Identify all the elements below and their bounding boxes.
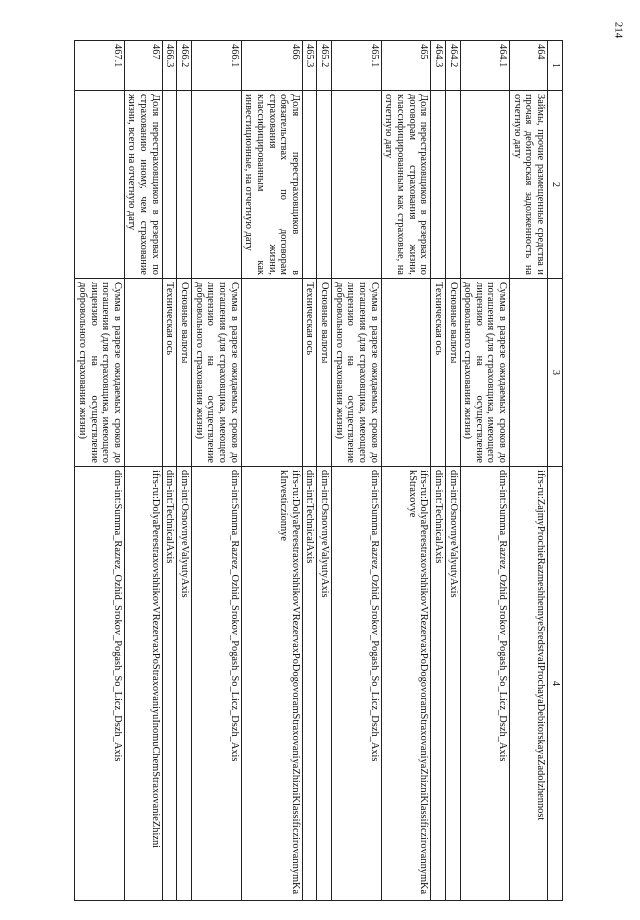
row-number-cell: 466.3 xyxy=(162,41,177,91)
taxonomy-code-cell: dim-int:OsnovnyeValyutyAxis xyxy=(445,467,460,901)
row-number-cell: 466.2 xyxy=(177,41,192,91)
indicator-name-cell xyxy=(75,91,125,279)
row-number-cell: 466.1 xyxy=(192,41,242,91)
header-col-4: 4 xyxy=(548,467,563,901)
axis-name-cell: Основные валюты xyxy=(445,279,460,467)
row-number-cell: 464 xyxy=(510,41,548,91)
table-row xyxy=(317,41,332,901)
axis-name-cell: Основные валюты xyxy=(177,279,192,467)
header-row xyxy=(548,41,563,901)
indicator-name-cell: Доля перестраховщиков в обязательствах по договорам страхования жизни, классифицированным как инвестиционные, на отчетную дату xyxy=(241,91,302,279)
table-row xyxy=(445,41,460,901)
taxonomy-code-cell: dim-int:OsnovnyeValyutyAxis xyxy=(317,467,332,901)
axis-name-cell: Основные валюты xyxy=(317,279,332,467)
table-row xyxy=(192,41,242,901)
row-number-cell: 466 xyxy=(241,41,302,91)
taxonomy-code-cell: ifrs-ru:DolyaPerestraxovshhikovVRezervaxPoDogovoramStraxovaniyaZhizniKlassificzirovannymKakInvesticzionnye xyxy=(241,467,302,901)
axis-name-cell xyxy=(124,279,162,467)
taxonomy-code-cell: dim-int:OsnovnyeValyutyAxis xyxy=(177,467,192,901)
taxonomy-code-cell: ifrs-ru:ZajmyProchieRazmeshhennyeSredstvaIProchayaDebitorskayaZadolzhennost xyxy=(510,467,548,901)
table-row xyxy=(162,41,177,901)
table-row xyxy=(124,41,162,901)
axis-name-cell xyxy=(510,279,548,467)
indicator-name-cell xyxy=(192,91,242,279)
row-number-cell: 464.2 xyxy=(445,41,460,91)
rotated-page xyxy=(0,20,575,920)
indicator-name-cell: Займы, прочие размещенные средства и прочая дебиторская задолженность на отчетную дату xyxy=(510,91,548,279)
indicator-name-cell xyxy=(317,91,332,279)
taxonomy-code-cell: ifrs-ru:DolyaPerestraxovshhikovVRezervaxPoDogovoramStraxovaniyaZhizniKlassificzirovannymKakStraxovye xyxy=(381,467,431,901)
axis-name-cell: Техническая ось xyxy=(162,279,177,467)
row-number-cell: 467.1 xyxy=(75,41,125,91)
taxonomy-table xyxy=(74,40,563,901)
axis-name-cell: Сумма в разрезе ожидаемых сроков до погашения (для страховщика, имеющего лицензию на осуществление добровольного страхования жизни) xyxy=(192,279,242,467)
indicator-name-cell xyxy=(162,91,177,279)
taxonomy-code-cell: dim-int:Summa_Razrez_Ozhid_Srokov_Pogash_So_Licz_Dszh_Axis xyxy=(332,467,382,901)
indicator-name-cell xyxy=(302,91,317,279)
row-number-cell: 464.1 xyxy=(460,41,510,91)
table-row xyxy=(75,41,125,901)
header-col-3: 3 xyxy=(548,279,563,467)
row-number-cell: 465.1 xyxy=(332,41,382,91)
taxonomy-code-cell: dim-int:TechnicalAxis xyxy=(162,467,177,901)
indicator-name-cell xyxy=(445,91,460,279)
table-body xyxy=(75,41,548,901)
page-number: 214 xyxy=(611,21,624,39)
row-number-cell: 465 xyxy=(381,41,431,91)
table-row xyxy=(177,41,192,901)
taxonomy-code-cell: dim-int:Summa_Razrez_Ozhid_Srokov_Pogash_So_Licz_Dszh_Axis xyxy=(192,467,242,901)
table-row xyxy=(381,41,431,901)
row-number-cell: 465.2 xyxy=(317,41,332,91)
row-number-cell: 467 xyxy=(124,41,162,91)
indicator-name-cell xyxy=(460,91,510,279)
table-row xyxy=(431,41,446,901)
table-row xyxy=(241,41,302,901)
row-number-cell: 465.3 xyxy=(302,41,317,91)
axis-name-cell: Сумма в разрезе ожидаемых сроков до погашения (для страховщика, имеющего лицензию на осуществление добровольного страхования жизни) xyxy=(460,279,510,467)
axis-name-cell: Сумма в разрезе ожидаемых сроков до погашения (для страховщика, имеющего лицензию на осуществление добровольного страхования жизни) xyxy=(332,279,382,467)
indicator-name-cell xyxy=(431,91,446,279)
table-row xyxy=(460,41,510,901)
table-row xyxy=(332,41,382,901)
taxonomy-code-cell: dim-int:TechnicalAxis xyxy=(431,467,446,901)
taxonomy-code-cell: dim-int:Summa_Razrez_Ozhid_Srokov_Pogash_So_Licz_Dszh_Axis xyxy=(75,467,125,901)
table-row xyxy=(302,41,317,901)
indicator-name-cell xyxy=(177,91,192,279)
axis-name-cell: Техническая ось xyxy=(431,279,446,467)
taxonomy-code-cell: dim-int:TechnicalAxis xyxy=(302,467,317,901)
taxonomy-code-cell: dim-int:Summa_Razrez_Ozhid_Srokov_Pogash_So_Licz_Dszh_Axis xyxy=(460,467,510,901)
header-col-1: 1 xyxy=(548,41,563,91)
axis-name-cell: Сумма в разрезе ожидаемых сроков до погашения (для страховщика, имеющего лицензию на осуществление добровольного страхования жизни) xyxy=(75,279,125,467)
indicator-name-cell xyxy=(332,91,382,279)
indicator-name-cell: Доля перестраховщиков в резервах по страхованию иному, чем страхование жизни, всего на отчетную дату xyxy=(124,91,162,279)
row-number-cell: 464.3 xyxy=(431,41,446,91)
axis-name-cell xyxy=(381,279,431,467)
taxonomy-code-cell: ifrs-ru:DolyaPerestraxovshhikovVRezervaxPoStraxovaniyuInomuChemStraxovanieZhizni xyxy=(124,467,162,901)
axis-name-cell xyxy=(241,279,302,467)
indicator-name-cell: Доля перестраховщиков в резервах по договорам страхования жизни, классифицированным как страховые, на отчетную дату xyxy=(381,91,431,279)
header-col-2: 2 xyxy=(548,91,563,279)
axis-name-cell: Техническая ось xyxy=(302,279,317,467)
table-row xyxy=(510,41,548,901)
